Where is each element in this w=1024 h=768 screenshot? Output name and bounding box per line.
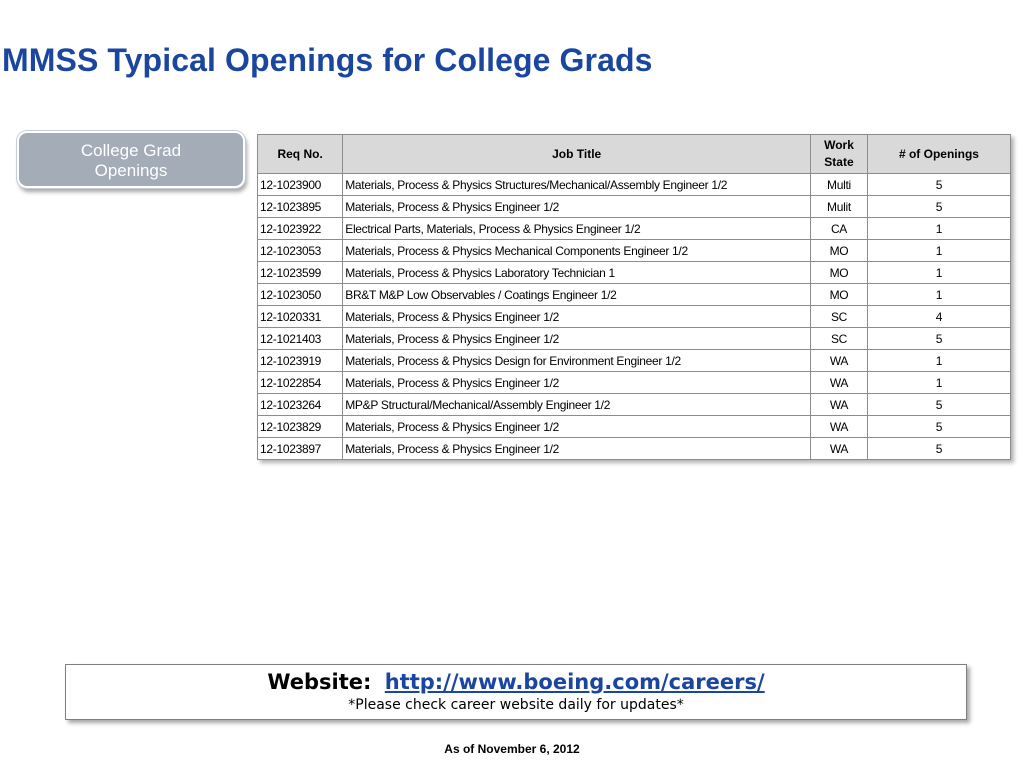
cell-openings: 1 [867,240,1010,262]
cell-req-no: 12-1023900 [258,174,343,196]
cell-req-no: 12-1023050 [258,284,343,306]
openings-table [257,134,1011,460]
cell-req-no: 12-1021403 [258,328,343,350]
badge-line-2: Openings [94,161,168,180]
website-note: *Please check career website daily for updates* [348,697,684,713]
cell-job-title: Materials, Process & Physics Structures/Mechanical/Assembly Engineer 1/2 [343,174,811,196]
website-label: Website: [267,670,372,694]
table-row [258,306,1011,328]
website-line [66,669,966,695]
cell-openings: 5 [867,416,1010,438]
cell-work-state: SC [811,328,868,350]
cell-req-no: 12-1023264 [258,394,343,416]
table-row [258,218,1011,240]
cell-job-title: Materials, Process & Physics Engineer 1/2 [343,416,811,438]
table-header-row [258,135,1011,174]
cell-work-state: Multi [811,174,868,196]
cell-job-title: Materials, Process & Physics Design for Environment Engineer 1/2 [343,350,811,372]
table-row [258,350,1011,372]
cell-job-title: BR&T M&P Low Observables / Coatings Engineer 1/2 [343,284,811,306]
cell-req-no: 12-1022854 [258,372,343,394]
cell-work-state: WA [811,372,868,394]
table-row [258,174,1011,196]
cell-job-title: Materials, Process & Physics Engineer 1/2 [343,328,811,350]
table-row [258,328,1011,350]
table-row [258,240,1011,262]
cell-work-state: WA [811,394,868,416]
header-req-no: Req No. [258,135,343,174]
header-work-state-line-2: State [824,155,854,169]
cell-openings: 5 [867,196,1010,218]
cell-job-title: Materials, Process & Physics Engineer 1/2 [343,306,811,328]
header-work-state [811,135,868,174]
cell-openings: 1 [867,284,1010,306]
header-openings: # of Openings [867,135,1010,174]
cell-req-no: 12-1023895 [258,196,343,218]
cell-work-state: SC [811,306,868,328]
cell-work-state: Mulit [811,196,868,218]
cell-openings: 1 [867,218,1010,240]
table-row [258,262,1011,284]
cell-job-title: MP&P Structural/Mechanical/Assembly Engineer 1/2 [343,394,811,416]
cell-openings: 1 [867,372,1010,394]
header-work-state-line-1: Work [824,138,854,152]
as-of-date: As of November 6, 2012 [444,742,580,756]
cell-openings: 1 [867,350,1010,372]
cell-job-title: Materials, Process & Physics Mechanical Components Engineer 1/2 [343,240,811,262]
badge-line-1: College Grad [80,141,182,160]
cell-work-state: MO [811,240,868,262]
careers-link[interactable]: http://www.boeing.com/careers/ [384,670,765,694]
cell-openings: 5 [867,174,1010,196]
cell-req-no: 12-1023599 [258,262,343,284]
cell-openings: 5 [867,328,1010,350]
openings-table-container [257,134,1011,460]
table-row [258,284,1011,306]
cell-work-state: WA [811,416,868,438]
cell-work-state: WA [811,350,868,372]
cell-work-state: MO [811,262,868,284]
table-row [258,394,1011,416]
website-box [65,664,967,720]
cell-job-title: Materials, Process & Physics Engineer 1/2 [343,372,811,394]
table-row [258,416,1011,438]
college-grad-openings-badge [17,131,245,188]
cell-job-title: Materials, Process & Physics Engineer 1/2 [343,438,811,460]
table-body [258,174,1011,460]
cell-work-state: WA [811,438,868,460]
cell-work-state: CA [811,218,868,240]
cell-req-no: 12-1023053 [258,240,343,262]
cell-job-title: Materials, Process & Physics Engineer 1/2 [343,196,811,218]
cell-work-state: MO [811,284,868,306]
cell-openings: 5 [867,394,1010,416]
table-row [258,196,1011,218]
cell-openings: 1 [867,262,1010,284]
cell-req-no: 12-1023919 [258,350,343,372]
cell-openings: 5 [867,438,1010,460]
cell-req-no: 12-1023922 [258,218,343,240]
cell-req-no: 12-1020331 [258,306,343,328]
cell-job-title: Electrical Parts, Materials, Process & Physics Engineer 1/2 [343,218,811,240]
cell-req-no: 12-1023897 [258,438,343,460]
cell-openings: 4 [867,306,1010,328]
cell-req-no: 12-1023829 [258,416,343,438]
cell-job-title: Materials, Process & Physics Laboratory Technician 1 [343,262,811,284]
header-job-title: Job Title [343,135,811,174]
table-row [258,372,1011,394]
table-row [258,438,1011,460]
page-title: MMSS Typical Openings for College Grads [2,42,653,78]
